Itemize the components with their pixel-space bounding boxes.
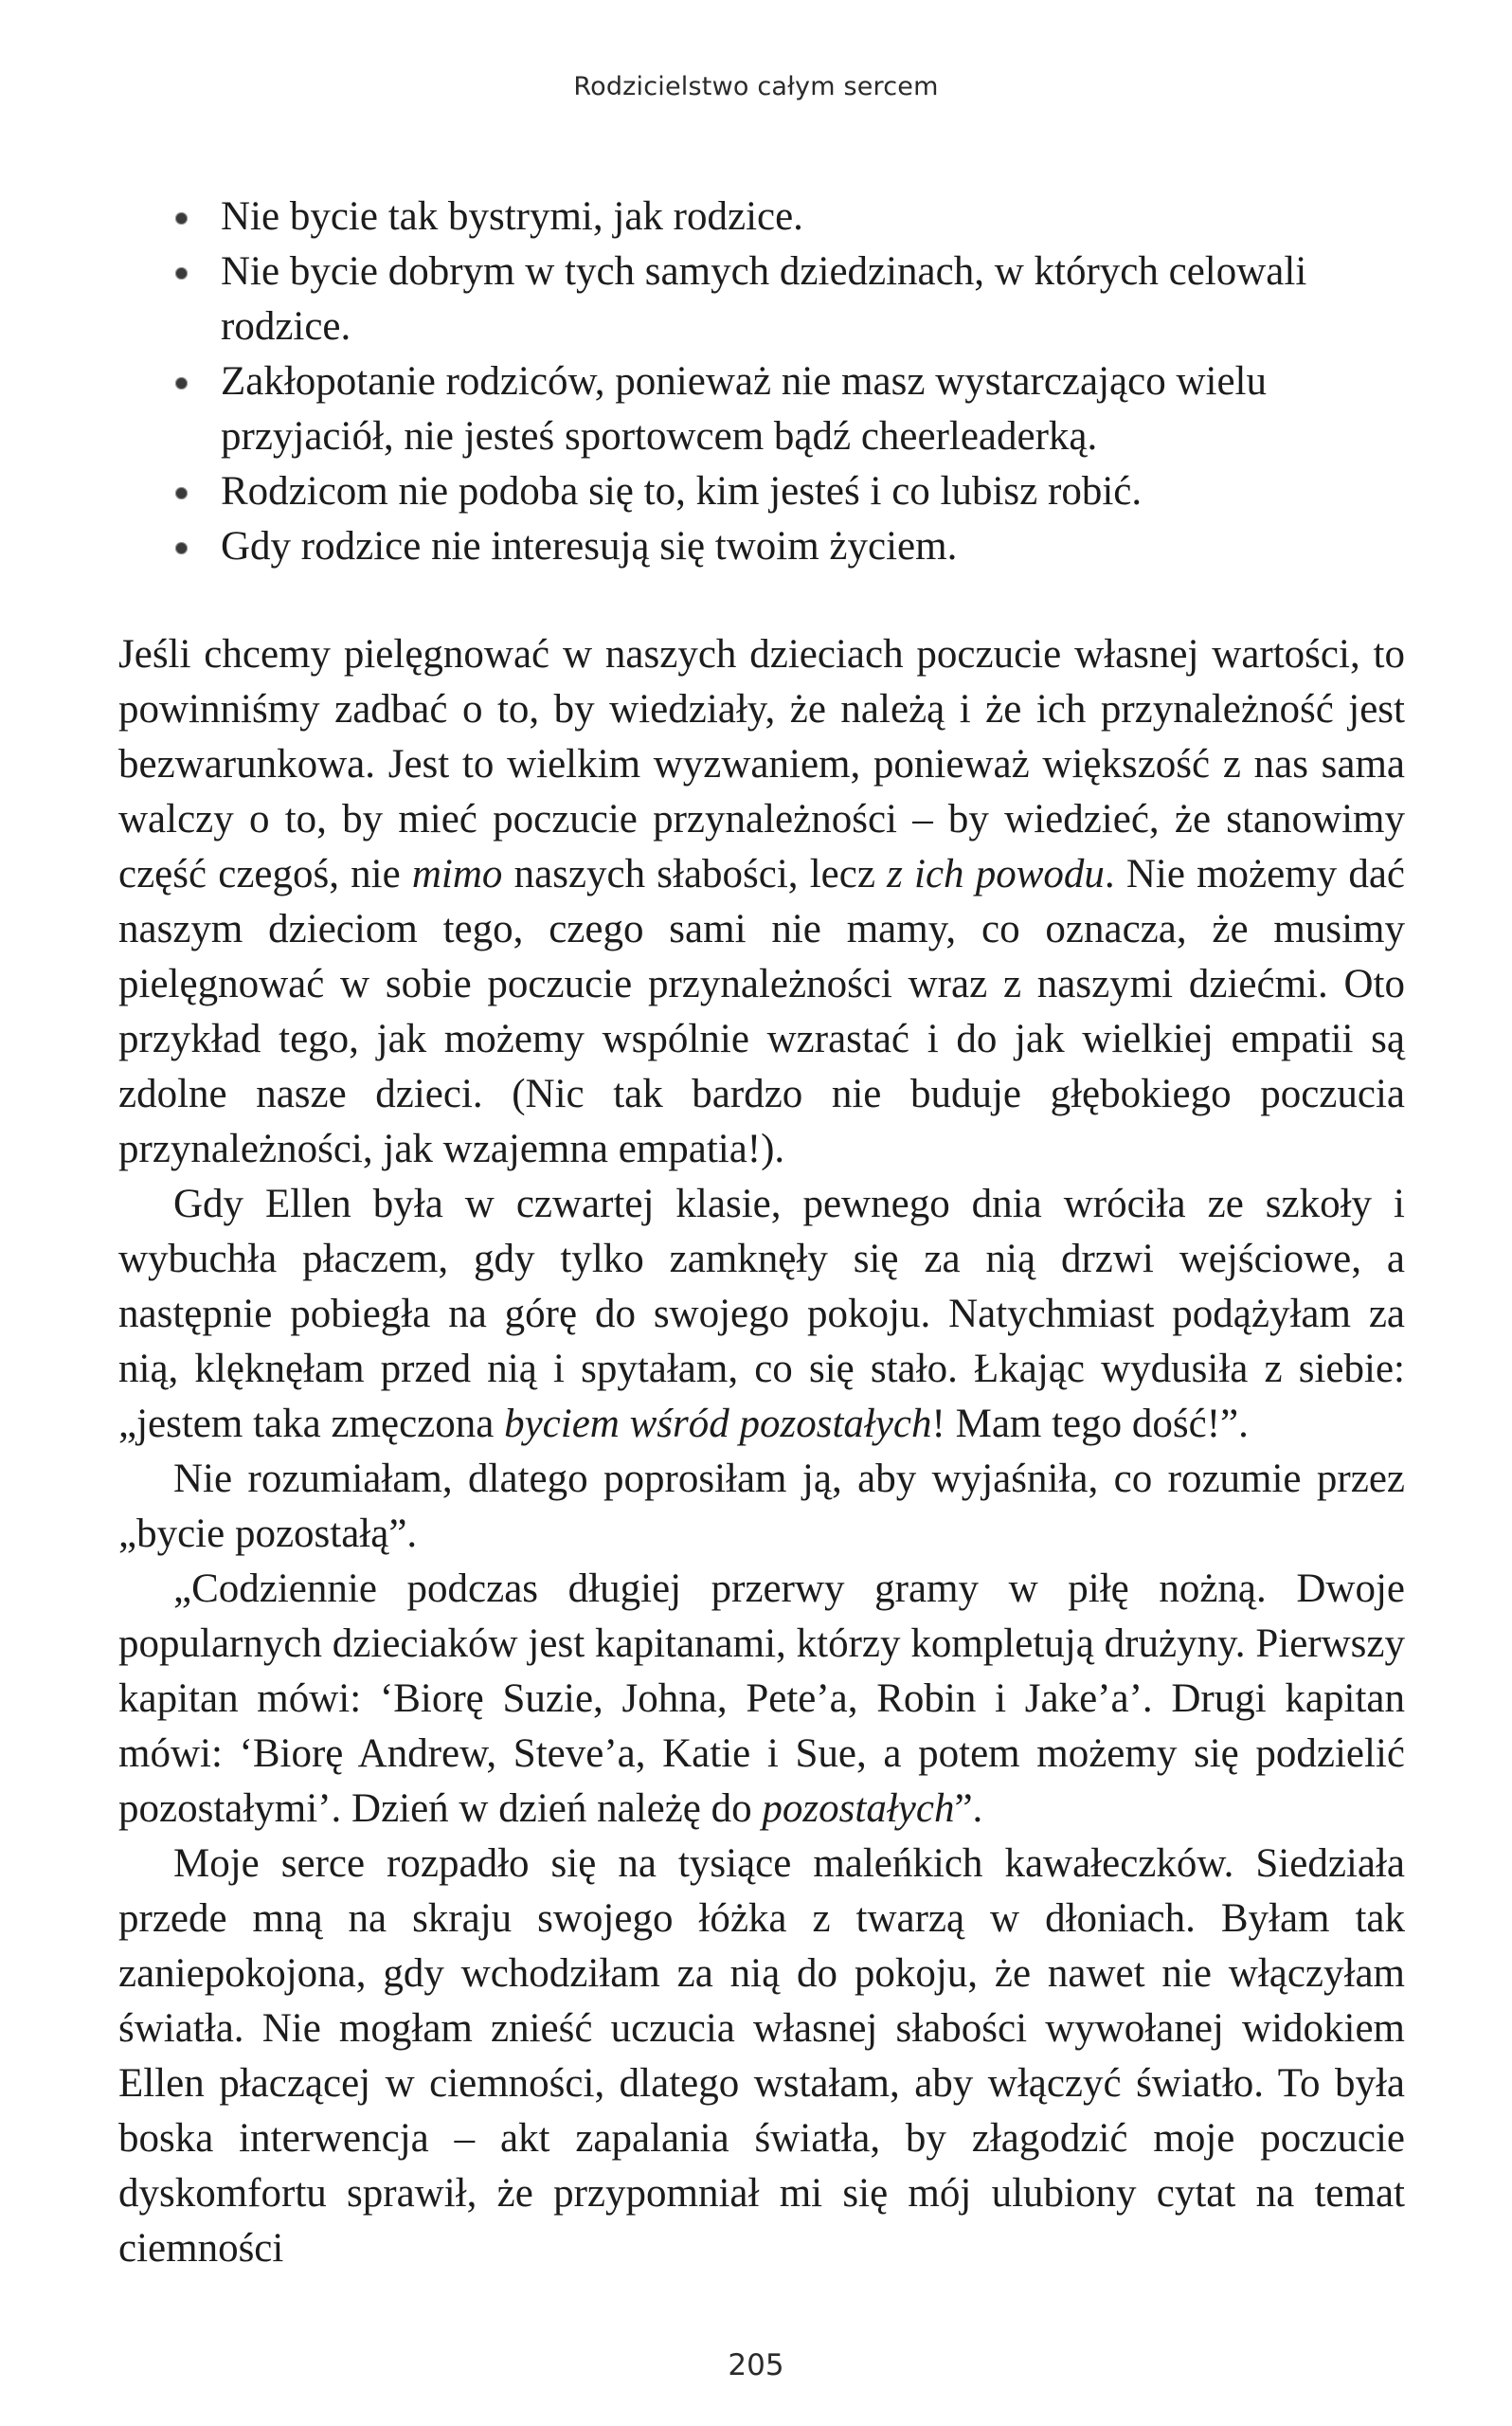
- paragraph-heart-broke: [118, 1837, 1405, 2276]
- bullet-text: Rodzicom nie podoba się to, kim jesteś i co lubisz robić.: [221, 469, 1143, 514]
- bullet-dot-icon: [175, 542, 188, 554]
- bullet-list: [118, 190, 1405, 574]
- bullet-item: [118, 244, 1405, 354]
- paragraph-not-understanding: [118, 1452, 1405, 1562]
- emphasis-text: pozostałych: [762, 1786, 955, 1831]
- bullet-text: Nie bycie dobrym w tych samych dziedzinach, w których celowali rodzice.: [221, 249, 1307, 349]
- page-body: [118, 190, 1405, 2276]
- bullet-text: Zakłopotanie rodziców, ponieważ nie masz wystarczająco wielu przyjaciół, nie jesteś sportowcem bądź cheerleaderką.: [221, 359, 1267, 459]
- running-header: Rodzicielstwo całym sercem: [573, 72, 939, 101]
- paragraph-text: Gdy Ellen była w czwartej klasie, pewnego dnia wróciła ze szkoły i wybuchła płaczem, gdy tylko zamknęły się za nią drzwi wejściowe, a następnie pobiegła na górę do swojego pokoju. Natychmiast podążyłam za nią, klęknęłam przed nią i spytałam, co się stało. Łkając wydusiła z siebie: „jestem taka zmęczona: [118, 1182, 1405, 1446]
- bullet-item: [118, 190, 1405, 244]
- emphasis-text: byciem wśród pozostałych: [504, 1402, 932, 1446]
- bullet-dot-icon: [175, 267, 188, 280]
- paragraph-football-quote: [118, 1562, 1405, 1837]
- paragraph-belonging: [118, 627, 1405, 1177]
- bullet-text: Nie bycie tak bystrymi, jak rodzice.: [221, 194, 803, 239]
- emphasis-text: mimo: [411, 852, 503, 896]
- section-gap: [118, 574, 1405, 627]
- bullet-item: [118, 519, 1405, 574]
- bullet-text: Gdy rodzice nie interesują się twoim życiem.: [221, 524, 958, 569]
- paragraph-text: Jeśli chcemy pielęgnować w naszych dzieciach poczucie własnej wartości, to powinniśmy zadbać o to, by wiedziały, że należą i że ich przynależność jest bezwarunkowa. Jest to wielkim wyzwaniem, ponieważ większość z nas sama walczy o to, by mieć poczucie przynależności – by wiedzieć, że stanowimy część czegoś, nie: [118, 632, 1405, 896]
- paragraph-text: Nie rozumiałam, dlatego poprosiłam ją, aby wyjaśniła, co rozumie przez „bycie pozostałą”.: [118, 1457, 1405, 1556]
- page-number: 205: [728, 2348, 784, 2382]
- paragraph-text: ! Mam tego dość!”.: [931, 1402, 1249, 1446]
- paragraph-text: . Nie możemy dać naszym dzieciom tego, czego sami nie mamy, co oznacza, że musimy pielęgnować w sobie poczucie przynależności wraz z naszymi dziećmi. Oto przykład tego, jak możemy wspólnie wzrastać i do jak wielkiej empatii są zdolne nasze dzieci. (Nic tak bardzo nie buduje głębokiego poczucia przynależności, jak wzajemna empatia!).: [118, 852, 1405, 1171]
- paragraph-text: „Codziennie podczas długiej przerwy gramy w piłę nożną. Dwoje popularnych dzieciaków jest kapitanami, którzy kompletują drużyny. Pierwszy kapitan mówi: ‘Biorę Suzie, Johna, Pete’a, Robin i Jake’a’. Drugi kapitan mówi: ‘Biorę Andrew, Steve’a, Katie i Sue, a potem możemy się podzielić pozostałymi’. Dzień w dzień należę do: [118, 1566, 1405, 1831]
- bullet-dot-icon: [175, 212, 188, 225]
- bullet-dot-icon: [175, 487, 188, 499]
- paragraph-text: ”.: [954, 1786, 983, 1831]
- paragraph-ellen-story: [118, 1177, 1405, 1452]
- emphasis-text: z ich powodu: [887, 852, 1105, 896]
- paragraph-text: naszych słabości, lecz: [502, 852, 888, 896]
- bullet-item: [118, 354, 1405, 464]
- bullet-item: [118, 464, 1405, 519]
- paragraph-text: Moje serce rozpadło się na tysiące maleńkich kawałeczków. Siedziała przede mną na skraju swojego łóżka z twarzą w dłoniach. Byłam tak zaniepokojona, gdy wchodziłam za nią do pokoju, że nawet nie włączyłam światła. Nie mogłam znieść uczucia własnej słabości wywołanej widokiem Ellen płaczącej w ciemności, dlatego wstałam, aby włączyć światło. To była boska interwencja – akt zapalania światła, by złagodzić moje poczucie dyskomfortu sprawił, że przypomniał mi się mój ulubiony cytat na temat ciemności: [118, 1841, 1405, 2271]
- bullet-dot-icon: [175, 377, 188, 389]
